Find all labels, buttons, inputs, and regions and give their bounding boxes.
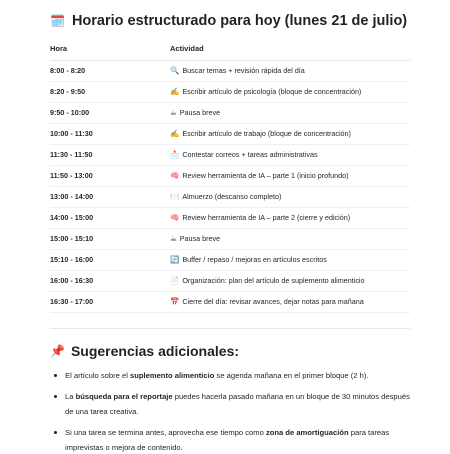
activity-cell [170,123,410,144]
activity-cell [170,81,410,102]
table-row [50,60,410,81]
activity-cell [170,60,410,81]
suggestions-list [50,368,410,454]
activity-text: Escribir artículo de psicología (bloque de concentración) [182,87,362,96]
table-row [50,186,410,207]
time-cell: 13:00 - 14:00 [50,186,170,207]
activity-cell [170,228,410,249]
activity-cell [170,207,410,228]
time-cell: 8:00 - 8:20 [50,60,170,81]
time-cell: 9:50 - 10:00 [50,102,170,123]
activity-text: Contestar correos + tareas administrativas [182,150,318,159]
divider [50,328,410,329]
page-title [50,12,410,30]
document-icon: 📄 [170,276,180,285]
schedule-table [50,38,410,313]
envelope-icon: 📩 [170,150,180,159]
activity-cell [170,102,410,123]
suggestion-text: El artículo sobre el [65,370,130,380]
list-item [54,389,410,419]
activity-text: Organización: plan del artículo de suplemento alimenticio [182,276,365,285]
table-row [50,144,410,165]
time-cell: 16:00 - 16:30 [50,270,170,291]
activity-text: Buscar temas + revisión rápida del día [182,66,305,75]
table-row [50,207,410,228]
plate-icon: 🍽️ [170,192,180,201]
time-cell: 11:50 - 13:00 [50,165,170,186]
activity-text: Review herramienta de IA – parte 2 (cierre y edición) [182,213,351,222]
table-row [50,291,410,312]
activity-cell [170,249,410,270]
page-title-text: Horario estructurado para hoy (lunes 21 de julio) [71,13,408,29]
suggestion-text: se agenda mañana en el primer bloque (2 h). [214,370,369,380]
table-row [50,123,410,144]
suggestion-text: para tareas imprevistas o mejora de contenido. [65,427,390,452]
table-row [50,270,410,291]
suggestion-highlight: búsqueda para el reportaje [75,391,173,401]
suggestion-text: Si una tarea se termina antes, aprovecha ese tiempo como [65,427,266,437]
table-row [50,249,410,270]
time-cell: 16:30 - 17:00 [50,291,170,312]
time-cell: 8:20 - 9:50 [50,81,170,102]
table-row [50,165,410,186]
suggestions-title [50,343,410,359]
list-item [54,425,410,454]
time-cell: 11:30 - 11:50 [50,144,170,165]
activity-text: Escribir artículo de trabajo (bloque de concentración) [182,129,351,138]
table-row [50,81,410,102]
table-header-row [50,38,410,60]
activity-cell [170,186,410,207]
header-actividad: Actividad [170,38,410,60]
suggestion-highlight: zona de amortiguación [265,427,349,437]
coffee-icon: ☕ [170,108,177,117]
suggestion-highlight: suplemento alimenticio [130,370,215,380]
activity-text: Cierre del día: revisar avances, dejar notas para mañana [182,297,364,306]
refresh-icon: 🔄 [170,255,180,264]
pushpin-icon: 📌 [50,343,65,358]
table-row [50,102,410,123]
header-hora: Hora [50,38,170,60]
activity-cell [170,144,410,165]
activity-text: Pausa breve [179,108,221,117]
time-cell: 15:00 - 15:10 [50,228,170,249]
activity-text: Review herramienta de IA – parte 1 (inicio profundo) [182,171,349,180]
suggestion-text: puedes hacerla pasado mañana en un bloque de 30 minutos después de una tarea creativa. [65,391,410,416]
suggestions-title-text: Sugerencias adicionales: [70,342,240,359]
activity-cell [170,165,410,186]
list-item [54,368,410,383]
writing-hand-icon: ✍️ [170,87,180,96]
writing-hand-icon: ✍️ [170,129,180,138]
calendar-icon: 📅 [170,297,180,306]
magnifier-icon: 🔍 [170,66,180,75]
activity-text: Almuerzo (descanso completo) [182,192,282,201]
suggestion-text: La [65,391,76,401]
time-cell: 15:10 - 16:00 [50,249,170,270]
brain-icon: 🧠 [170,213,180,222]
calendar-icon: 🗓️ [50,14,65,28]
activity-text: Buffer / repaso / mejoras en artículos escritos [182,255,327,264]
time-cell: 10:00 - 11:30 [50,123,170,144]
table-row [50,228,410,249]
time-cell: 14:00 - 15:00 [50,207,170,228]
activity-text: Pausa breve [179,234,221,243]
activity-cell [170,291,410,312]
schedule-body [50,60,410,312]
activity-cell [170,270,410,291]
coffee-icon: ☕ [170,234,177,243]
brain-icon: 🧠 [170,171,180,180]
